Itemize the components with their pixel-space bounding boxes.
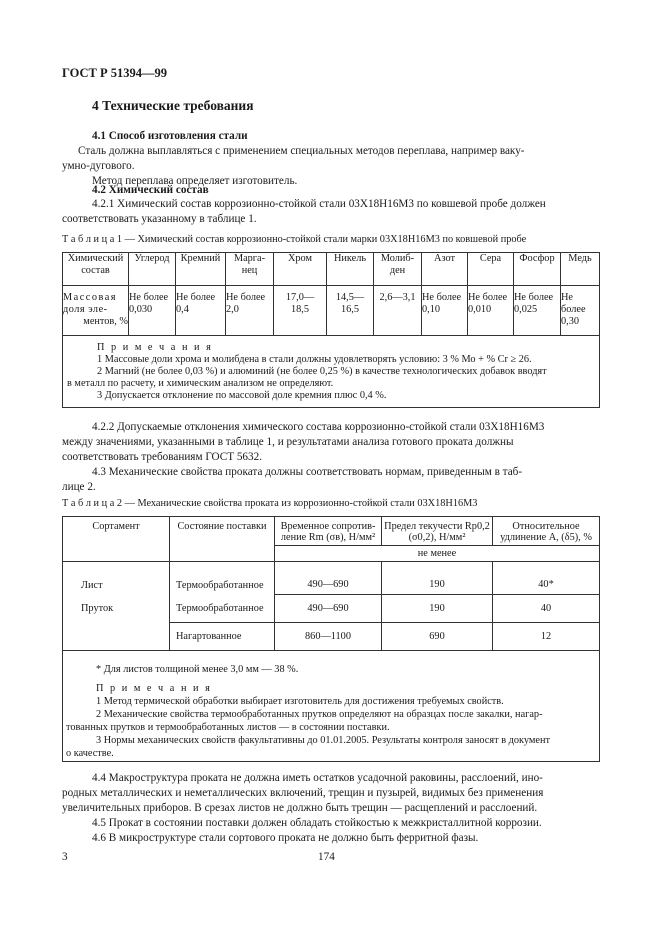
table2-cell: Нагартованное xyxy=(170,623,275,651)
cell-text: Никель xyxy=(333,253,367,264)
table2-cell: 12 xyxy=(493,623,600,651)
text-line: 4.6 В микроструктуре стали сортового проката не должно быть ферритной фазы. xyxy=(92,832,479,844)
cell-text: Молиб- xyxy=(380,253,415,264)
cell-text: Предел текучести Rp0,2 xyxy=(384,521,490,532)
table1-cell xyxy=(129,286,176,336)
text-line: лице 2. xyxy=(62,481,96,493)
table2-cell: 490—690 xyxy=(275,595,382,623)
table2-notes xyxy=(63,651,600,762)
table2-notes-row xyxy=(63,651,600,762)
table1-header-cell xyxy=(327,253,374,286)
cell-text: 2,6—3,1 xyxy=(379,292,416,303)
note-line: тованных прутков и термообработанных листов — в состоянии поставки. xyxy=(66,722,390,733)
cell-text: 18,5 xyxy=(290,304,310,315)
text-line: соответствовать указанному в таблице 1. xyxy=(62,213,257,225)
table2-header-cell xyxy=(63,517,170,562)
cell-text: Азот xyxy=(434,253,455,264)
text-line: родных металлических и неметаллических включений, трещин и пузырей, видимых без применения xyxy=(62,787,544,799)
table2-mechanical-properties xyxy=(62,516,600,762)
cell-text: Сера xyxy=(479,253,502,264)
note-line: 2 Магний (не более 0,03 %) и алюминий (не более 0,25 %) в качестве технологических добавок вводят xyxy=(97,366,547,377)
cell-text: 0,10 xyxy=(422,304,441,315)
table2-header-cell xyxy=(493,517,600,546)
table2-cell: 190 xyxy=(382,595,493,623)
table1-cell xyxy=(327,286,374,336)
note-line: 1 Метод термической обработки выбирает изготовитель для достижения требуемых свойств. xyxy=(96,696,504,707)
table2-cell xyxy=(63,623,170,651)
text-line: 4.2.1 Химический состав коррозионно-стойкой стали 03Х18Н16М3 по ковшевой пробе должен xyxy=(92,198,546,210)
table1-header-cell xyxy=(274,253,327,286)
table1-chemical-composition xyxy=(62,252,600,408)
note-line: о качестве. xyxy=(66,748,114,759)
table2-header-min: не менее xyxy=(275,546,600,562)
table2-cell: 40 xyxy=(493,595,600,623)
text-line: увеличительных приборов. В срезах листов не должно быть трещин — расщеплений и расслоений. xyxy=(62,802,538,814)
cell-text: Химический xyxy=(67,253,124,264)
cell-text: Не более xyxy=(422,292,462,303)
table2-cell: 690 xyxy=(382,623,493,651)
cell-text: Временное сопротив- xyxy=(280,521,376,532)
paragraph-4-2-1 xyxy=(62,197,598,227)
table1-header-row xyxy=(63,253,600,286)
cell-text: 2,0 xyxy=(226,304,239,315)
table1-header-cell xyxy=(514,253,561,286)
cell-text: Не более xyxy=(129,292,169,303)
table2-cell: 190 xyxy=(382,562,493,595)
cell-text: Сортамент xyxy=(92,521,140,532)
section-title: 4 Технические требования xyxy=(92,98,254,113)
notes-title: П р и м е ч а н и я xyxy=(96,683,212,694)
cell-text: удлинение A, (δ5), % xyxy=(500,532,592,543)
table1-header-cell xyxy=(468,253,514,286)
note-line: 3 Нормы механических свойств факультативны до 01.01.2005. Результаты контроля заносят в документ xyxy=(96,735,550,746)
table1-caption: Т а б л и ц а 1 — Химический состав коррозионно-стойкой стали марки 03Х18Н16М3 по ковшевой пробе xyxy=(62,234,527,245)
cell-text: 0,025 xyxy=(514,304,538,315)
table1-header-cell xyxy=(374,253,422,286)
cell-text: (σ0,2), Н/мм² xyxy=(408,532,466,543)
cell-text: 0,030 xyxy=(129,304,153,315)
cell-text: ден xyxy=(389,265,406,276)
cell-text: доля эле- xyxy=(63,304,108,315)
table2-header-cell xyxy=(382,517,493,546)
footnote: * Для листов толщиной менее 3,0 мм — 38 %. xyxy=(96,664,299,675)
cell-text: ментов, % xyxy=(83,316,128,327)
cell-text: Не более xyxy=(226,292,266,303)
text-line: Метод переплава определяет изготовитель. xyxy=(92,175,298,187)
cell-text: Массовая xyxy=(63,292,118,303)
table1-notes-row xyxy=(63,336,600,408)
table1-cell xyxy=(176,286,226,336)
note-line: в металл по расчету, и химическим анализом не определяют. xyxy=(67,378,334,389)
table1-header-cell xyxy=(176,253,226,286)
paragraph-4-4-to-4-6 xyxy=(62,771,598,846)
table2-cell: Пруток xyxy=(63,595,170,623)
text-line: 4.5 Прокат в состоянии поставки должен обладать стойкостью к межкристаллитной коррозии. xyxy=(92,817,542,829)
table2-header-cell xyxy=(275,517,382,546)
table2-row xyxy=(63,595,600,623)
table2-cell: Термообработанное xyxy=(170,595,275,623)
note-line: 2 Механические свойства термообработанных прутков определяют на образцах после закалки, нагар- xyxy=(96,709,543,720)
text-line: 4.4 Макроструктура проката не должна иметь остатков усадочной раковины, расслоений, ино- xyxy=(92,772,543,784)
table1-cell xyxy=(514,286,561,336)
note-line: 1 Массовые доли хрома и молибдена в стали должны удовлетворять условию: 3 % Мо + % Cr ≥ 26. xyxy=(97,354,532,365)
text-line: умно-дугового. xyxy=(62,160,135,172)
cell-text: Углерод xyxy=(134,253,170,264)
cell-text: 14,5— xyxy=(335,292,365,303)
table2-cell: Лист xyxy=(63,562,170,595)
cell-text: Состояние поставки xyxy=(177,521,267,532)
notes-title: П р и м е ч а н и я xyxy=(97,342,213,353)
table1-cell xyxy=(374,286,422,336)
table2-cell: Термообработанное xyxy=(170,562,275,595)
table1-row-mass-fraction xyxy=(63,286,600,336)
subsection-4-2-title: 4.2 Химический состав xyxy=(92,184,209,196)
cell-text: Хром xyxy=(287,253,313,264)
page-number-left: 3 xyxy=(62,851,68,863)
cell-text: Не более xyxy=(176,292,216,303)
cell-text: состав xyxy=(81,265,110,276)
table2-cell: 860—1100 xyxy=(275,623,382,651)
cell-text: 0,30 xyxy=(561,316,580,327)
table2-row xyxy=(63,562,600,595)
cell-text: Фосфор xyxy=(519,253,555,264)
cell-text: 0,4 xyxy=(176,304,189,315)
cell-text: Медь xyxy=(568,253,592,264)
table1-cell xyxy=(274,286,327,336)
cell-text: Марга- xyxy=(233,253,266,264)
cell-text: Не более xyxy=(514,292,554,303)
text-line: между значениями, указанными в таблице 1, и результатами анализа готового проката должны xyxy=(62,436,514,448)
cell-text: 0,010 xyxy=(468,304,492,315)
table2-cell: 40* xyxy=(493,562,600,595)
cell-text: Не более xyxy=(561,292,586,315)
table1-notes xyxy=(63,336,600,408)
cell-text: ление Rm (σв), Н/мм² xyxy=(280,532,376,543)
table2-caption: Т а б л и ц а 2 — Механические свойства проката из коррозионно-стойкой стали 03Х18Н16М3 xyxy=(62,498,478,509)
cell-text: 17,0— xyxy=(285,292,315,303)
cell-text: Относительное xyxy=(512,521,580,532)
cell-text: 16,5 xyxy=(340,304,360,315)
table1-cell xyxy=(468,286,514,336)
table1-header-cell xyxy=(63,253,129,286)
cell-text: нец xyxy=(241,265,258,276)
text-line: соответствовать требованиям ГОСТ 5632. xyxy=(62,451,262,463)
table1-row-label xyxy=(63,286,129,336)
table1-header-cell xyxy=(129,253,176,286)
cell-text: Кремний xyxy=(180,253,221,264)
text-line: 4.2.2 Допускаемые отклонения химического состава коррозионно-стойкой стали 03Х18Н16М3 xyxy=(92,421,545,433)
table2-cell: 490—690 xyxy=(275,562,382,595)
text-line: Сталь должна выплавляться с применением специальных методов переплава, например ваку- xyxy=(78,145,525,157)
table1-cell xyxy=(226,286,274,336)
table1-cell xyxy=(561,286,600,336)
table1-cell xyxy=(422,286,468,336)
table2-row xyxy=(63,623,600,651)
table2-header-row xyxy=(63,517,600,546)
table1-header-cell xyxy=(422,253,468,286)
table2-header-cell xyxy=(170,517,275,562)
subsection-4-1-title: 4.1 Способ изготовления стали xyxy=(92,130,248,142)
table1-header-cell xyxy=(226,253,274,286)
text-line: 4.3 Механические свойства проката должны соответствовать нормам, приведенным в таб- xyxy=(92,466,523,478)
paragraph-4-2-2 xyxy=(62,420,598,495)
page-number-center: 174 xyxy=(318,851,335,863)
note-line: 3 Допускается отклонение по массовой доле кремния плюс 0,4 %. xyxy=(97,390,387,401)
document-header: ГОСТ Р 51394—99 xyxy=(62,66,168,80)
cell-text: Не более xyxy=(468,292,508,303)
table1-header-cell xyxy=(561,253,600,286)
